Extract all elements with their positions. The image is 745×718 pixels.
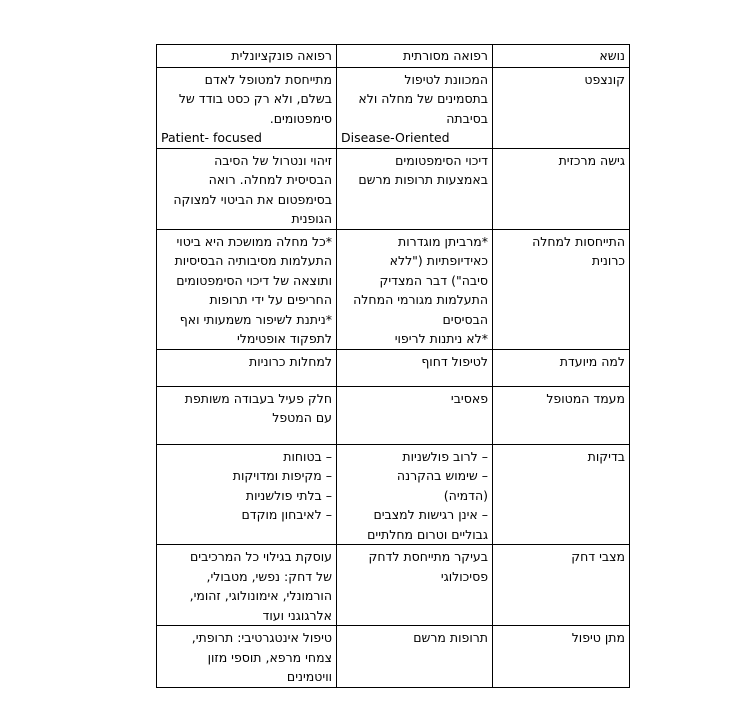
cell-line: טיפול אינטגרטיבי: תרופתי, xyxy=(191,630,332,645)
header-row xyxy=(157,45,630,68)
cell-topic: למה מיועדת xyxy=(493,349,630,386)
table-row xyxy=(157,349,630,386)
cell-functional xyxy=(157,148,337,229)
cell-line: – אינן רגישות למצבים xyxy=(373,507,488,522)
cell-line: בשלם, ולא רק כסט בודד של xyxy=(178,91,332,106)
cell-line: החריפים על ידי תרופות xyxy=(209,292,332,307)
cell-line: התעלמות מסיבותיה הבסיסיות xyxy=(174,253,332,268)
cell-topic: מתן טיפול xyxy=(493,626,630,688)
cell-functional xyxy=(157,67,337,148)
cell-traditional xyxy=(337,148,493,229)
cell-line: הבסיסית למחלה. רואה xyxy=(208,172,332,187)
header-functional: רפואה פונקציונלית xyxy=(157,45,337,68)
cell-line: *כל מחלה ממושכת היא ביטוי xyxy=(176,233,332,249)
cell-traditional xyxy=(337,386,493,444)
cell-line: (הדמיה) xyxy=(443,487,488,503)
cell-traditional xyxy=(337,67,493,148)
cell-line: הגופנית xyxy=(291,211,332,226)
cell-topic: התייחסות למחלה כרונית xyxy=(493,229,630,349)
table-body xyxy=(157,67,630,687)
cell-line: לתפקוד אופטימלי xyxy=(236,331,332,346)
cell-functional xyxy=(157,444,337,545)
cell-line: וויטמינים xyxy=(286,669,332,684)
cell-line: של דחק: נפשי, מטבולי, xyxy=(206,568,332,584)
cell-line: כאידיופתיות ("ללא xyxy=(389,253,488,268)
cell-line: *לא ניתנות לריפוי xyxy=(394,331,488,346)
cell-line: הבסיסים xyxy=(442,311,488,327)
cell-functional xyxy=(157,386,337,444)
cell-line: מתייחסת למטופל לאדם xyxy=(204,71,332,87)
comparison-table xyxy=(156,44,630,688)
cell-line: – שימוש בהקרנה xyxy=(396,468,488,483)
cell-line: פאסיבי xyxy=(450,390,488,406)
cell-line: תרופות מרשם xyxy=(413,630,488,645)
cell-line: גבוליים וטרום מחלתיים xyxy=(367,526,488,542)
cell-line: עם המטפל xyxy=(272,410,332,425)
cell-line: – לרוב פולשניות xyxy=(402,448,488,464)
cell-line: *מרביתן מוגדרות xyxy=(398,233,488,249)
cell-line: ותוצאה של דיכוי הסימפטומים xyxy=(176,272,332,288)
cell-line: חלק פעיל בעבודה משותפת xyxy=(184,390,332,406)
table-row xyxy=(157,626,630,688)
cell-topic: בדיקות xyxy=(493,444,630,545)
table-row xyxy=(157,444,630,545)
cell-topic: קונצפט xyxy=(493,67,630,148)
table-row xyxy=(157,545,630,626)
cell-functional xyxy=(157,626,337,688)
table-row xyxy=(157,67,630,148)
cell-line: *ניתנת לשיפור משמעותי ואף xyxy=(179,311,332,327)
cell-traditional xyxy=(337,545,493,626)
cell-line: – מקיפות ומדויקות xyxy=(232,468,332,483)
cell-line: בעיקר מתייחסת לדחק xyxy=(368,549,488,564)
cell-line: למחלות כרוניות xyxy=(249,353,332,369)
cell-line: המכוונת לטיפול xyxy=(404,71,488,87)
cell-line: סימפטומים. xyxy=(269,110,332,126)
cell-traditional xyxy=(337,626,493,688)
cell-functional xyxy=(157,229,337,349)
cell-line: בסיבתה xyxy=(446,110,488,126)
cell-traditional xyxy=(337,349,493,386)
cell-topic: מצבי דחק xyxy=(493,545,630,626)
cell-line: – בלתי פולשניות xyxy=(245,487,332,503)
cell-line: לטיפול דחוף xyxy=(421,353,488,369)
cell-line: סיבה") דבר המצדיק xyxy=(379,272,488,288)
cell-line: באמצעות תרופות מרשם xyxy=(358,172,488,187)
cell-line: זיהוי ונטרול של הסיבה xyxy=(214,152,332,168)
table-row xyxy=(157,229,630,349)
header-traditional: רפואה מסורתית xyxy=(337,45,493,68)
cell-traditional xyxy=(337,444,493,545)
cell-line: – לאיבחון מוקדם xyxy=(241,507,332,522)
cell-topic: מעמד המטופל xyxy=(493,386,630,444)
cell-line: הורמונלי, אימונולוגי, זהומי, xyxy=(189,588,332,603)
cell-line: בתסמינים של מחלה ולא xyxy=(358,91,488,106)
cell-line: פסיכולוגי xyxy=(440,568,488,584)
cell-line: אלרגוגני ועוד xyxy=(262,607,332,623)
english-term: Disease-Oriented xyxy=(341,130,450,145)
cell-functional xyxy=(157,545,337,626)
cell-functional xyxy=(157,349,337,386)
cell-traditional xyxy=(337,229,493,349)
table-row xyxy=(157,148,630,229)
header-topic: נושא xyxy=(493,45,630,68)
cell-line: בסימפטום את הביטוי למצוקה xyxy=(173,191,332,207)
cell-topic: גישה מרכזית xyxy=(493,148,630,229)
table-row xyxy=(157,386,630,444)
cell-line: צמחי מרפא, תוספי מזון xyxy=(207,649,332,665)
cell-line: עוסקת בגילוי כל המרכיבים xyxy=(190,549,332,564)
cell-line: דיכוי הסימפטומים xyxy=(395,152,488,168)
english-term: Patient- focused xyxy=(161,130,262,145)
cell-line: – בטוחות xyxy=(283,448,332,464)
cell-line: התעלמות מגורמי המחלה xyxy=(353,292,488,307)
